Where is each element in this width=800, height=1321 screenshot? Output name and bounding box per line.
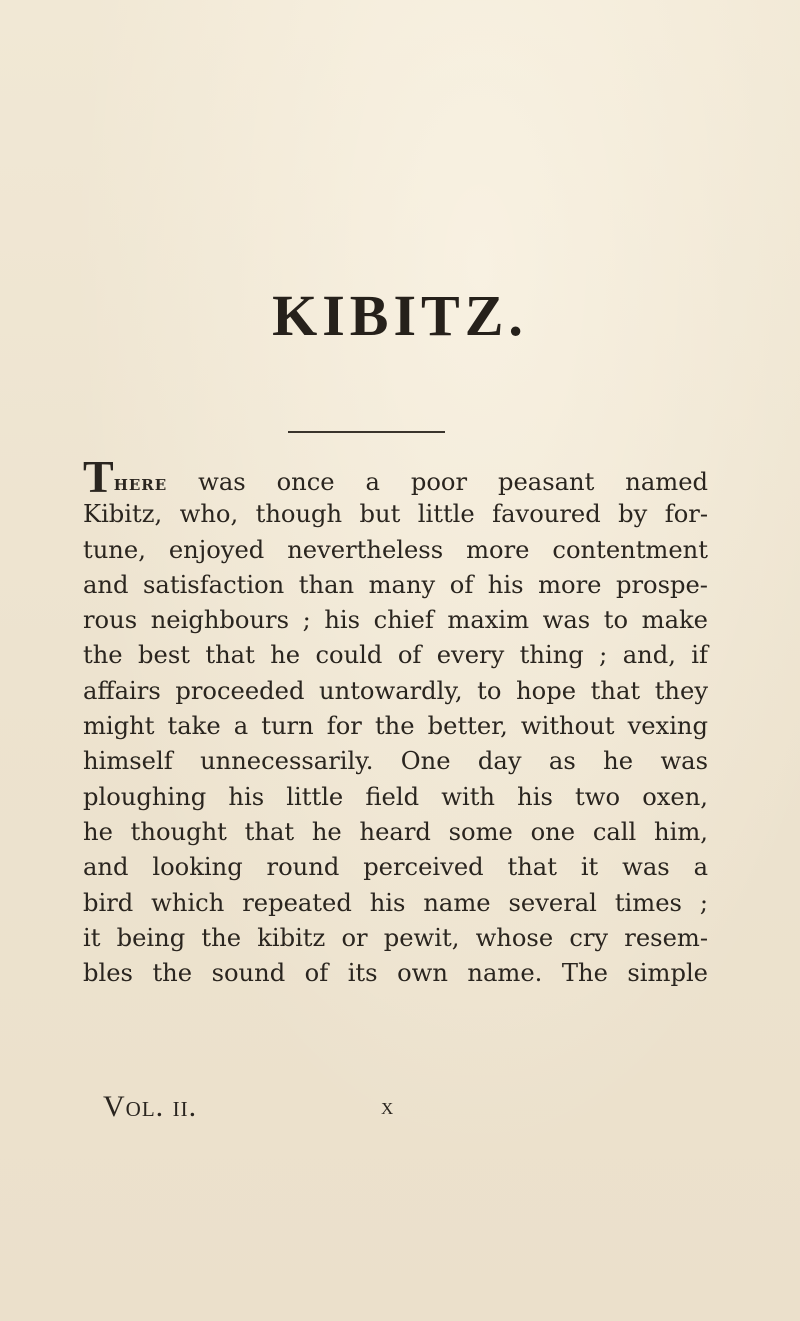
drop-cap: T <box>83 451 114 502</box>
text-line: Kibitz, who, though but little favoured by for- <box>83 500 708 529</box>
text-line-content: was once a poor peasant named <box>167 468 708 496</box>
text-line: rous neighbours ; his chief maxim was to make <box>83 606 708 635</box>
title-rule <box>288 431 445 433</box>
body-paragraph <box>83 451 708 991</box>
text-line: bles the sound of its own name. The simple <box>83 959 708 988</box>
signature-mark: x <box>381 1094 394 1120</box>
text-line: ploughing his little field with his two oxen, <box>83 782 708 811</box>
text-line: tune, enjoyed nevertheless more contentment <box>83 535 708 564</box>
first-word-rest: here <box>113 470 168 496</box>
chapter-title: KIBITZ. <box>272 283 528 348</box>
text-line: might take a turn for the better, without vexing <box>83 712 708 741</box>
text-line: bird which repeated his name several times ; <box>83 888 708 917</box>
text-line: he thought that he heard some one call him, <box>83 817 708 846</box>
text-line <box>83 451 708 502</box>
text-line: the best that he could of every thing ; and, if <box>83 641 708 670</box>
page-footer <box>103 1090 403 1130</box>
text-line: affairs proceeded untowardly, to hope that they <box>83 676 708 705</box>
text-line: it being the kibitz or pewit, whose cry resem- <box>83 923 708 952</box>
text-line: himself unnecessarily. One day as he was <box>83 747 708 776</box>
text-line: and satisfaction than many of his more prospe- <box>83 570 708 599</box>
text-line: and looking round perceived that it was a <box>83 853 708 882</box>
volume-label: Vol. ii. <box>103 1090 198 1123</box>
